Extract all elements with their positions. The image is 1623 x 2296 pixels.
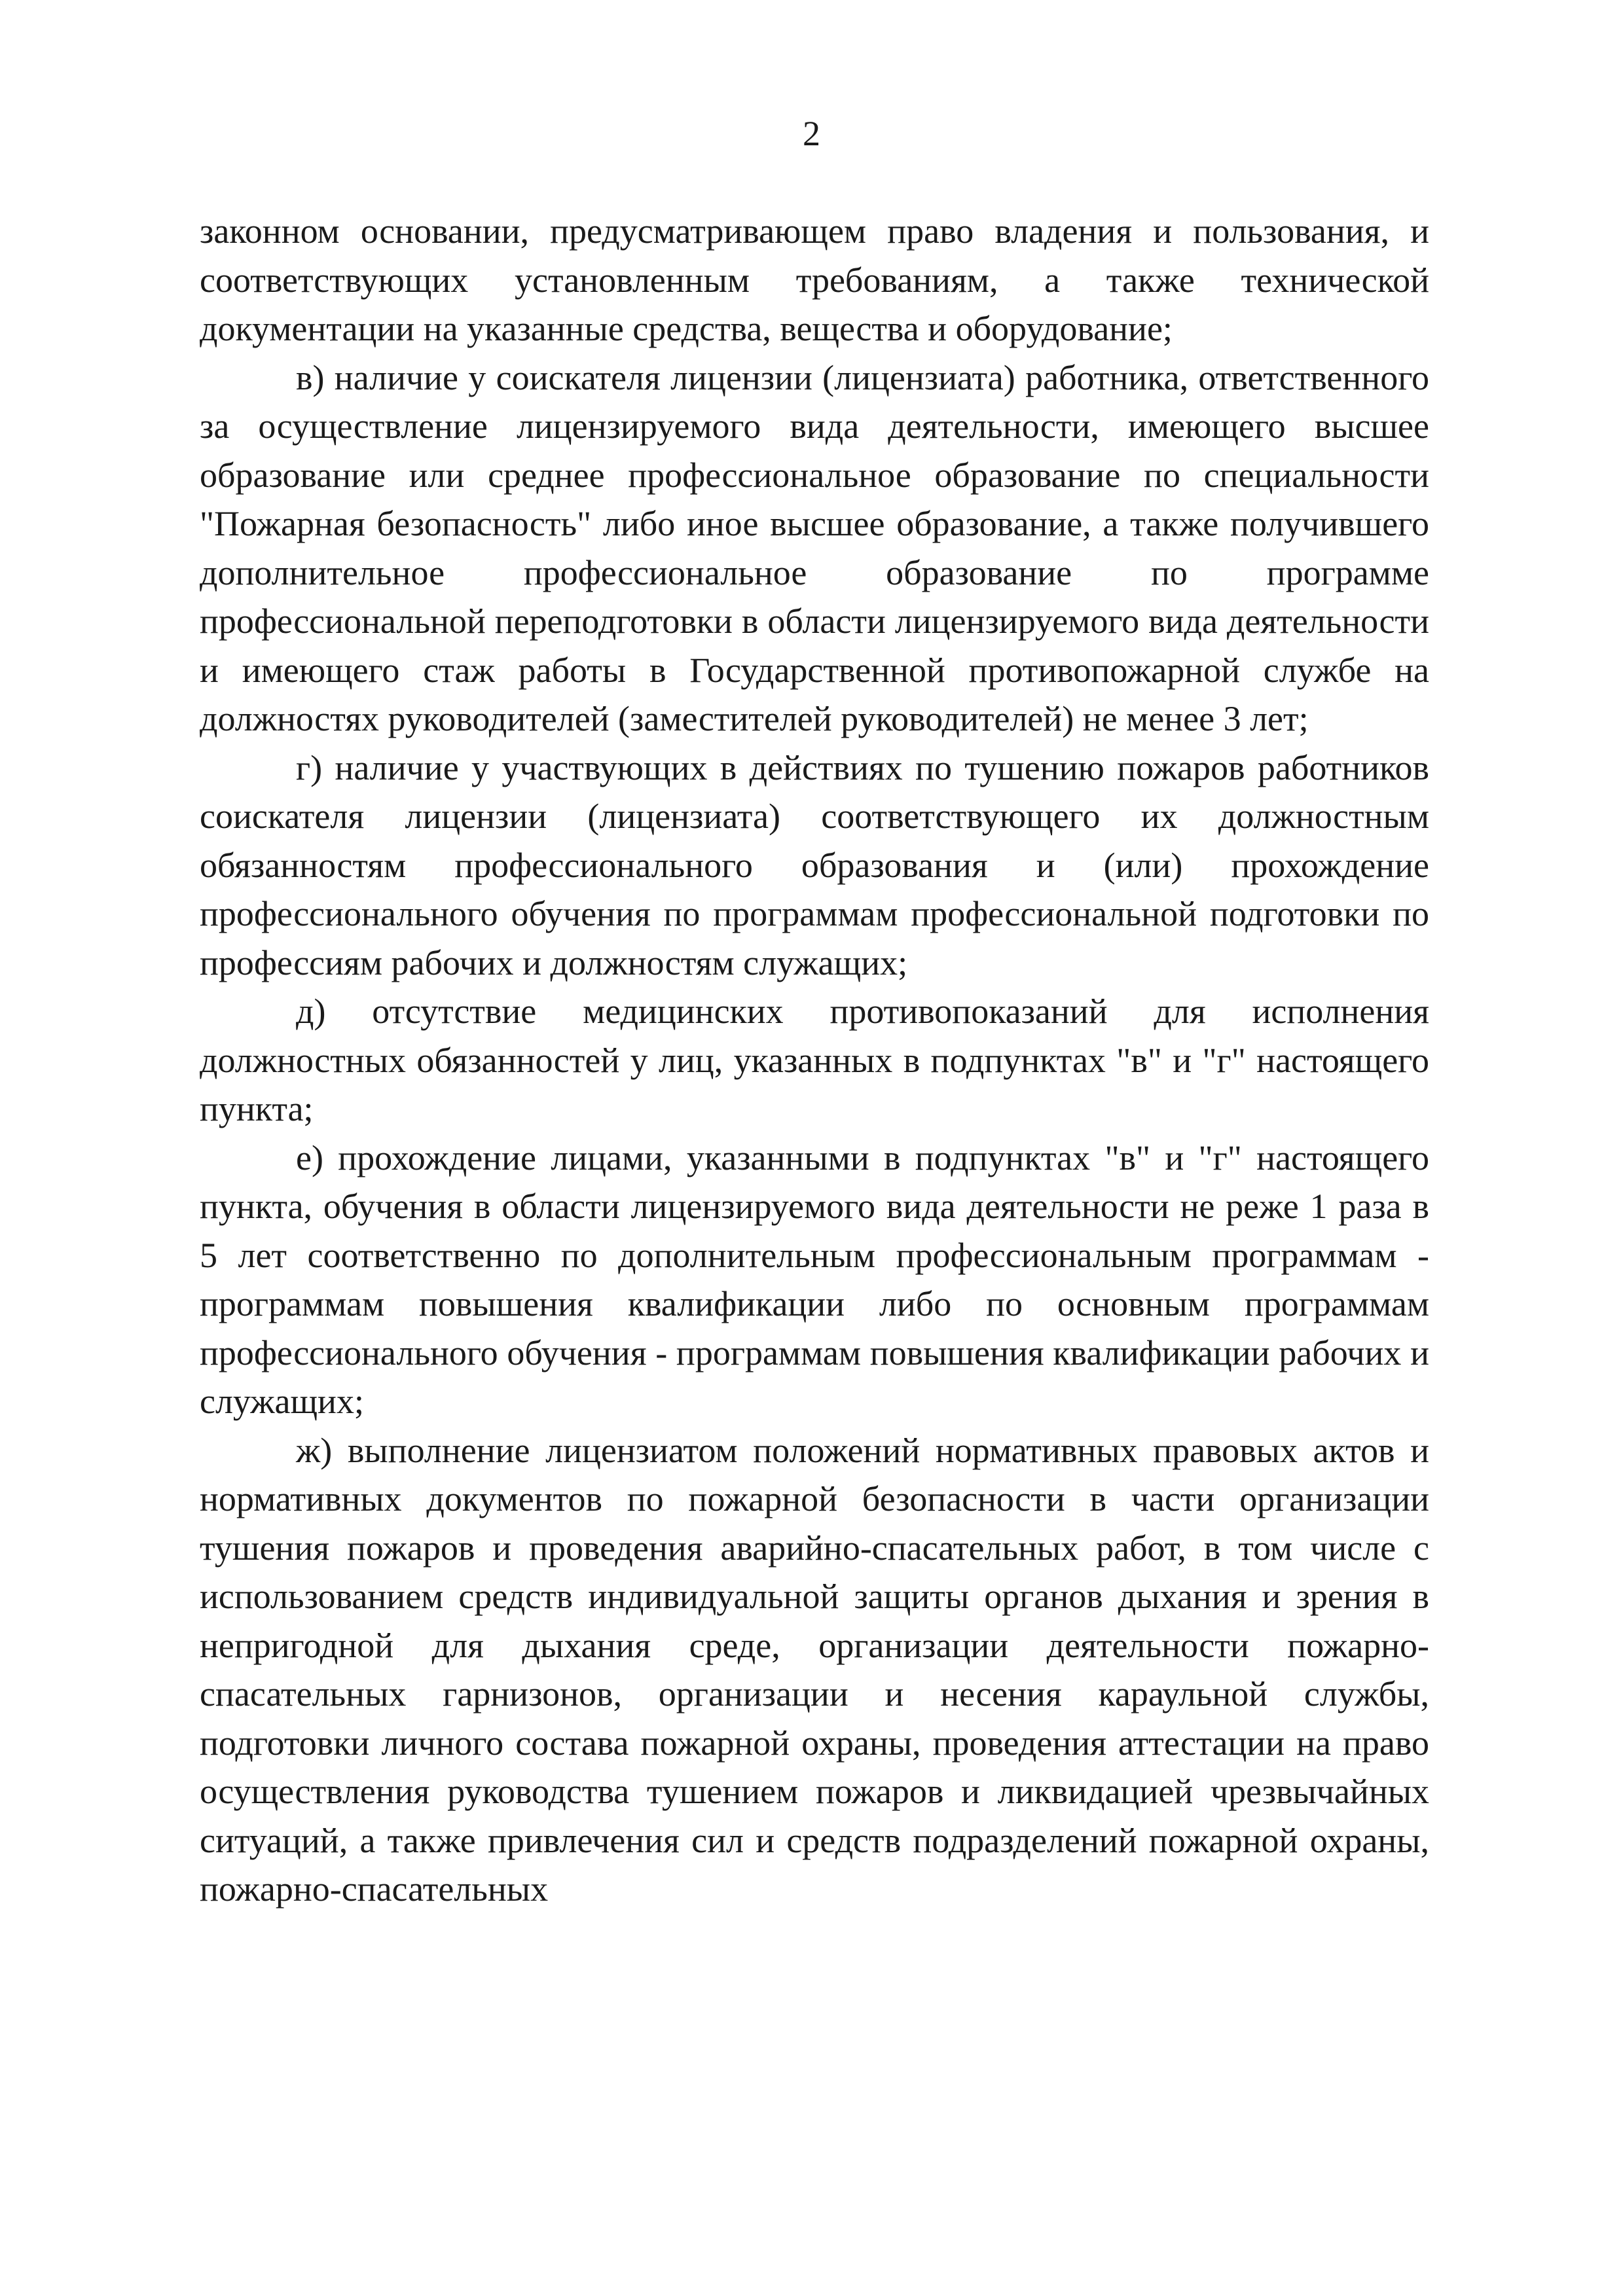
page-number: 2 <box>803 114 820 153</box>
paragraph-item-zh: ж) выполнение лицензиатом положений нормативных правовых актов и нормативных документов по пожарной безопасности в части организации тушения пожаров и проведения аварийно-спасательных работ, в том числе с использованием средств индивидуальной защиты органов дыхания и зрения в непригодной для дыхания среде, организации деятельности пожарно-спасательных гарнизонов, организации и несения караульной службы, подготовки личного состава пожарной охраны, проведения аттестации на право осуществления руководства тушением пожаров и ликвидацией чрезвычайных ситуаций, а также привлечения сил и средств подразделений пожарной охраны, пожарно-спасательных <box>200 1430 1429 1909</box>
document-body <box>200 207 1429 1914</box>
paragraph-item-g: г) наличие у участвующих в действиях по тушению пожаров работников соискателя лицензии (лицензиата) соответствующего их должностным обязанностям профессионального образования и (или) прохождение профессионального обучения по программам профессиональной подготовки по профессиям рабочих и должностям служащих; <box>200 747 1429 982</box>
paragraph-item-e: е) прохождение лицами, указанными в подпунктах "в" и "г" настоящего пункта, обучения в области лицензируемого вида деятельности не реже 1 раза в 5 лет соответственно по дополнительным профессиональным программам - программам повышения квалификации либо по основным программам профессионального обучения - программам повышения квалификации рабочих и служащих; <box>200 1138 1429 1421</box>
paragraph-item-d: д) отсутствие медицинских противопоказаний для исполнения должностных обязанностей у лиц, указанных в подпунктах "в" и "г" настоящего пункта; <box>200 992 1429 1128</box>
paragraph-item-v: в) наличие у соискателя лицензии (лицензиата) работника, ответственного за осуществление лицензируемого вида деятельности, имеющего высшее образование или среднее профессиональное образование по специальности "Пожарная безопасность" либо иное высшее образование, а также получившего дополнительное профессиональное образование по программе профессиональной переподготовки в области лицензируемого вида деятельности и имеющего стаж работы в Государственной противопожарной службе на должностях руководителей (заместителей руководителей) не менее 3 лет; <box>200 357 1429 738</box>
paragraph-continuation: законном основании, предусматривающем право владения и пользования, и соответствующих установленным требованиям, а также технической документации на указанные средства, вещества и оборудование; <box>200 211 1429 348</box>
